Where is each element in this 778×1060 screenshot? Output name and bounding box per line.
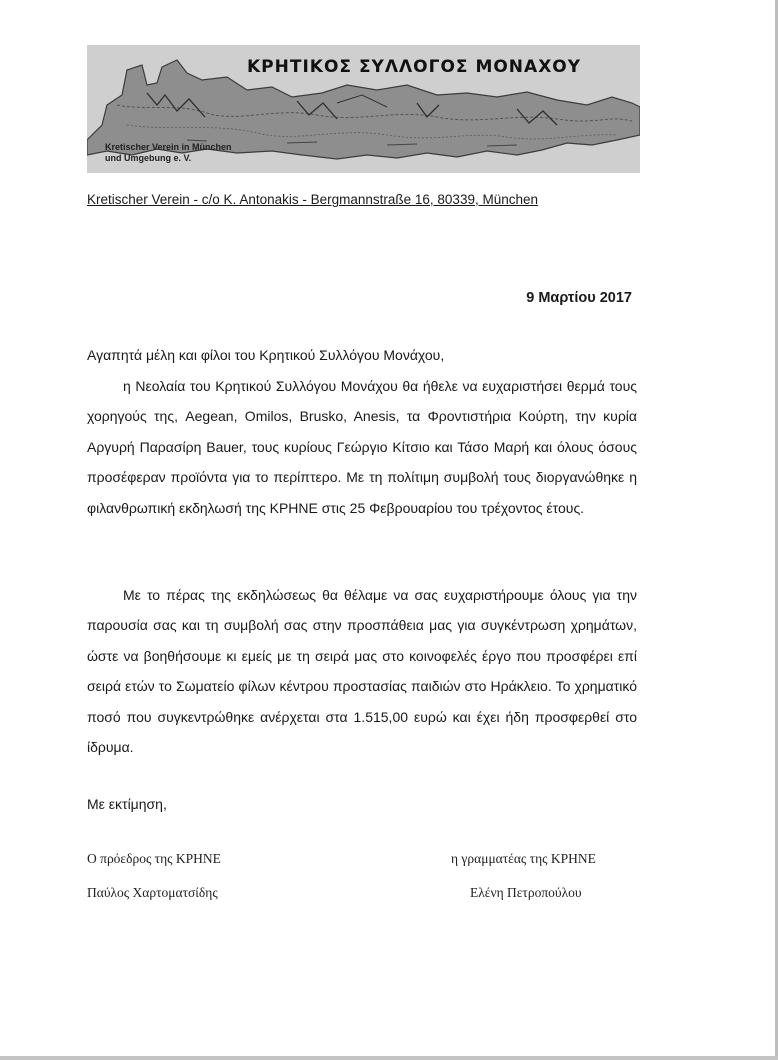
banner-subtitle-line2: und Umgebung e. V. bbox=[105, 153, 192, 163]
body-paragraph-1 bbox=[87, 371, 637, 523]
paragraph-1-text: η Νεολαία του Κρητικού Συλλόγου Μονάχου θα ήθελε να ευχαριστήσει θερμά τους χορηγούς της, Aegean, Omilos, Brusko, Anesis, τα Φροντιστήρια Κούρτη, την κυρία Αργυρή Παρασίρη Bauer, τους κυρίους Γεώργιο Κίτσιο και Τάσο Μαρή και όλους όσους προσέφεραν προϊόντα για το περίπτερο. Με τη πολίτιμη συμβολή τους διοργανώθηκε η φιλανθρωπική εκδηλωσή της ΚΡΗΝΕ στις 25 Φεβρουαρίου του τρέχοντος έτους. bbox=[87, 378, 637, 516]
closing-phrase: Με εκτίμηση, bbox=[87, 796, 167, 812]
secretary-name: Ελένη Πετροπούλου bbox=[470, 885, 582, 900]
secretary-role: η γραμματέας της ΚΡΗΝΕ bbox=[451, 851, 596, 866]
president-role: Ο πρόεδρος της ΚΡΗΝΕ bbox=[87, 851, 221, 866]
association-name-german bbox=[105, 142, 232, 164]
paragraph-2-text: Με το πέρας της εκδηλώσεως θα θέλαμε να σας ευχαριστήρουμε όλους για την παρουσία σας και τη συμβολή σας στην προσπάθεια μας για συγκέντρωση χρημάτων, ώστε να βοηθήσουμε κι εμείς με τη σειρά μας στο κοινοφελές έργο που προσφέρει επί σειρά ετών το Σωματείο φίλων κέντρου προστασίας παιδιών στο Ηράκλειο. Το χρηματικό ποσό που συγκεντρώθηκε ανέρχεται στα 1.515,00 ευρώ και έχει ήδη προσφερθεί στο ίδρυμα. bbox=[87, 587, 637, 756]
scan-edge-bottom bbox=[0, 1056, 778, 1060]
association-name-greek: ΚΡΗΤΙΚΟΣ ΣΥΛΛΟΓΟΣ ΜΟΝΑΧΟΥ bbox=[247, 57, 582, 77]
banner-subtitle-line1: Kretischer Verein in München bbox=[105, 142, 232, 152]
letter-date: 9 Μαρτίου 2017 bbox=[526, 290, 632, 306]
letterhead-banner bbox=[87, 45, 640, 173]
salutation: Αγαπητά μέλη και φίλοι του Κρητικού Συλλόγου Μονάχου, bbox=[87, 347, 445, 363]
sender-address: Kretischer Verein - c/o K. Antonakis - Bergmannstraße 16, 80339, München bbox=[87, 192, 538, 207]
body-paragraph-2 bbox=[87, 580, 637, 762]
president-name: Παύλος Χαρτοματσίδης bbox=[87, 885, 218, 900]
